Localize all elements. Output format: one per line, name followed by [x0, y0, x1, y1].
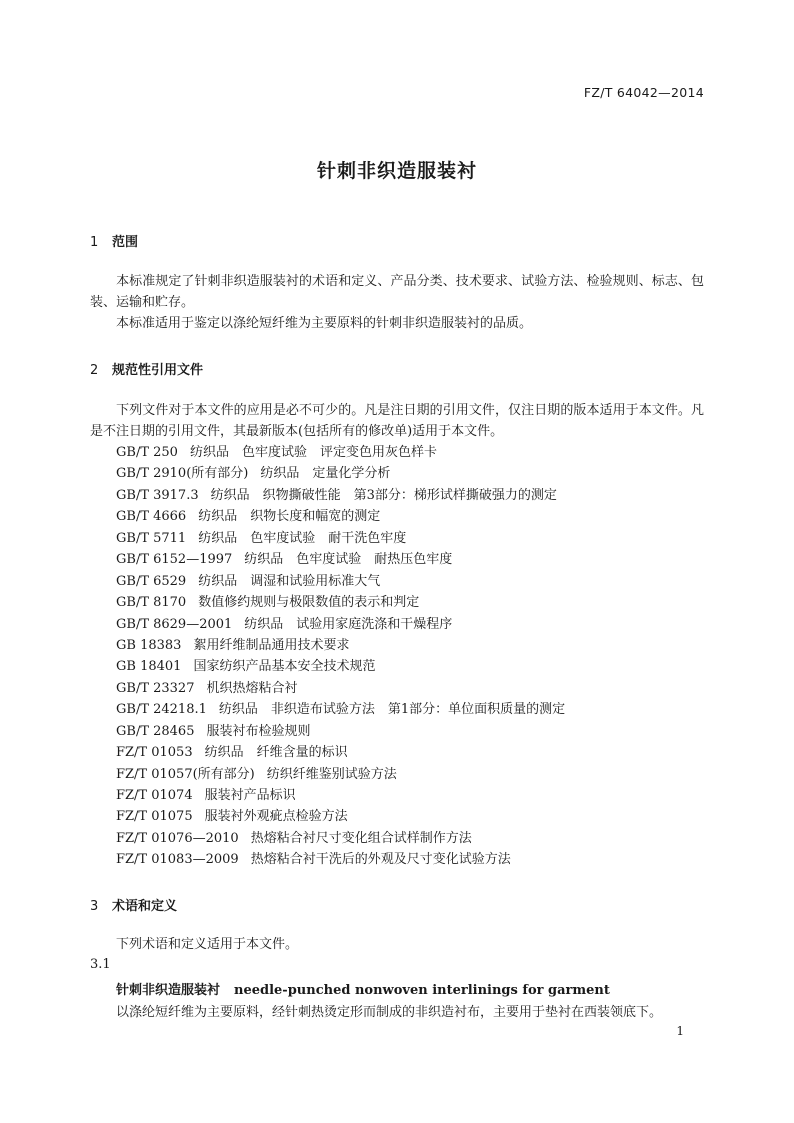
standard-code: FZ/T 64042—2014 [583, 85, 704, 100]
reference-code: GB/T 23327 [116, 680, 195, 696]
paragraph [90, 313, 704, 334]
reference-item [116, 635, 565, 656]
reference-code: GB/T 5711 [116, 530, 187, 546]
reference-item [116, 485, 565, 506]
reference-code: FZ/T 01074 [116, 788, 193, 803]
section-heading [90, 895, 177, 914]
reference-item [116, 571, 565, 592]
term-entry [116, 979, 610, 998]
reference-title: 热熔粘合衬干洗后的外观及尺寸变化试验方法 [250, 852, 511, 868]
reference-item [116, 806, 565, 827]
reference-item [116, 442, 565, 463]
paragraph [90, 271, 704, 313]
reference-code: GB/T 250 [116, 445, 178, 460]
paragraph-text: 本标准规定了针刺非织造服装衬的术语和定义、产品分类、技术要求、试验方法、检验规则、标志、包装、运输和贮存。 [90, 274, 704, 310]
reference-list [116, 442, 565, 871]
reference-title: 纺织品 色牢度试验 耐热压色牢度 [244, 552, 453, 568]
reference-item [116, 506, 565, 527]
reference-title: 服装衬外观疵点检验方法 [204, 809, 348, 825]
reference-code: GB/T 24218.1 [116, 702, 207, 718]
reference-code: GB/T 6529 [116, 573, 187, 589]
paragraph-text: 下列术语和定义适用于本文件。 [116, 937, 299, 952]
reference-title: 国家纺织产品基本安全技术规范 [193, 659, 376, 675]
reference-item [116, 828, 565, 849]
section-title: 规范性引用文件 [112, 363, 204, 378]
reference-item [116, 785, 565, 806]
reference-code: GB/T 2910(所有部分) [116, 466, 249, 482]
term-chinese: 针刺非织造服装衬 [116, 983, 221, 998]
paragraph-text: 下列文件对于本文件的应用是必不可少的。凡是注日期的引用文件，仅注日期的版本适用于本文件。凡是不注日期的引用文件，其最新版本(包括所有的修改单)适用于本文件。 [90, 403, 704, 439]
document-title: 针刺非织造服装衬 [316, 160, 477, 182]
section-title: 术语和定义 [112, 899, 178, 914]
term-definition: 以涤纶短纤维为主要原料，经针刺热烫定形而制成的非织造衬布，主要用于垫衬在西装领底下。 [116, 1005, 663, 1020]
reference-code: FZ/T 01083—2009 [116, 852, 239, 868]
reference-item [116, 678, 565, 699]
reference-title: 数值修约规则与极限数值的表示和判定 [198, 595, 420, 611]
reference-title: 热熔粘合衬尺寸变化组合试样制作方法 [250, 830, 472, 846]
section-number: 2 [90, 363, 99, 378]
reference-item [116, 699, 565, 720]
section-heading [90, 231, 138, 250]
reference-title: 服装衬产品标识 [204, 788, 296, 803]
term-number: 3.1 [90, 957, 111, 972]
reference-item [116, 742, 565, 763]
reference-code: FZ/T 01057(所有部分) [116, 766, 255, 782]
reference-title: 纺织品 色牢度试验 评定变色用灰色样卡 [189, 445, 437, 460]
reference-item [116, 849, 565, 870]
reference-title: 服装衬布检验规则 [206, 723, 311, 739]
reference-title: 机织热熔粘合衬 [206, 680, 298, 696]
reference-item [116, 592, 565, 613]
reference-code: GB/T 6152—1997 [116, 552, 233, 568]
section-number: 1 [90, 235, 99, 250]
reference-title: 纺织品 定量化学分析 [260, 466, 391, 482]
reference-item [116, 528, 565, 549]
paragraph [90, 934, 704, 955]
reference-item [116, 549, 565, 570]
reference-code: FZ/T 01053 [116, 745, 193, 761]
reference-code: FZ/T 01075 [116, 809, 193, 825]
section-heading [90, 359, 203, 378]
reference-title: 纺织品 调湿和试验用标准大气 [198, 573, 381, 589]
reference-code: GB 18401 [116, 659, 182, 675]
section-number: 3 [90, 899, 99, 914]
page-number: 1 [676, 1024, 684, 1038]
reference-item [116, 463, 565, 484]
reference-code: GB/T 8629—2001 [116, 616, 233, 632]
reference-code: GB/T 28465 [116, 723, 195, 739]
reference-title: 纺织品 织物长度和幅宽的测定 [198, 509, 381, 525]
reference-title: 纺织品 非织造布试验方法 第1部分：单位面积质量的测定 [218, 702, 566, 718]
reference-item [116, 721, 565, 742]
reference-code: GB/T 3917.3 [116, 487, 199, 503]
paragraph-text: 本标准适用于鉴定以涤纶短纤维为主要原料的针刺非织造服装衬的品质。 [116, 316, 533, 331]
reference-title: 纺织纤维鉴别试验方法 [266, 766, 397, 782]
reference-title: 纺织品 纤维含量的标识 [204, 745, 348, 761]
reference-item [116, 764, 565, 785]
reference-code: GB 18383 [116, 637, 182, 653]
reference-code: GB/T 8170 [116, 595, 187, 611]
paragraph [90, 400, 704, 442]
reference-title: 纺织品 织物撕破性能 第3部分：梯形试样撕破强力的测定 [210, 487, 557, 503]
reference-title: 纺织品 试验用家庭洗涤和干燥程序 [244, 616, 453, 632]
term-english: needle-punched nonwoven interlinings for garment [234, 983, 610, 998]
reference-code: FZ/T 01076—2010 [116, 830, 239, 846]
reference-item [116, 656, 565, 677]
reference-item [116, 614, 565, 635]
reference-title: 絮用纤维制品通用技术要求 [193, 637, 350, 653]
reference-code: GB/T 4666 [116, 509, 187, 525]
reference-title: 纺织品 色牢度试验 耐干洗色牢度 [198, 530, 407, 546]
section-title: 范围 [112, 235, 139, 250]
